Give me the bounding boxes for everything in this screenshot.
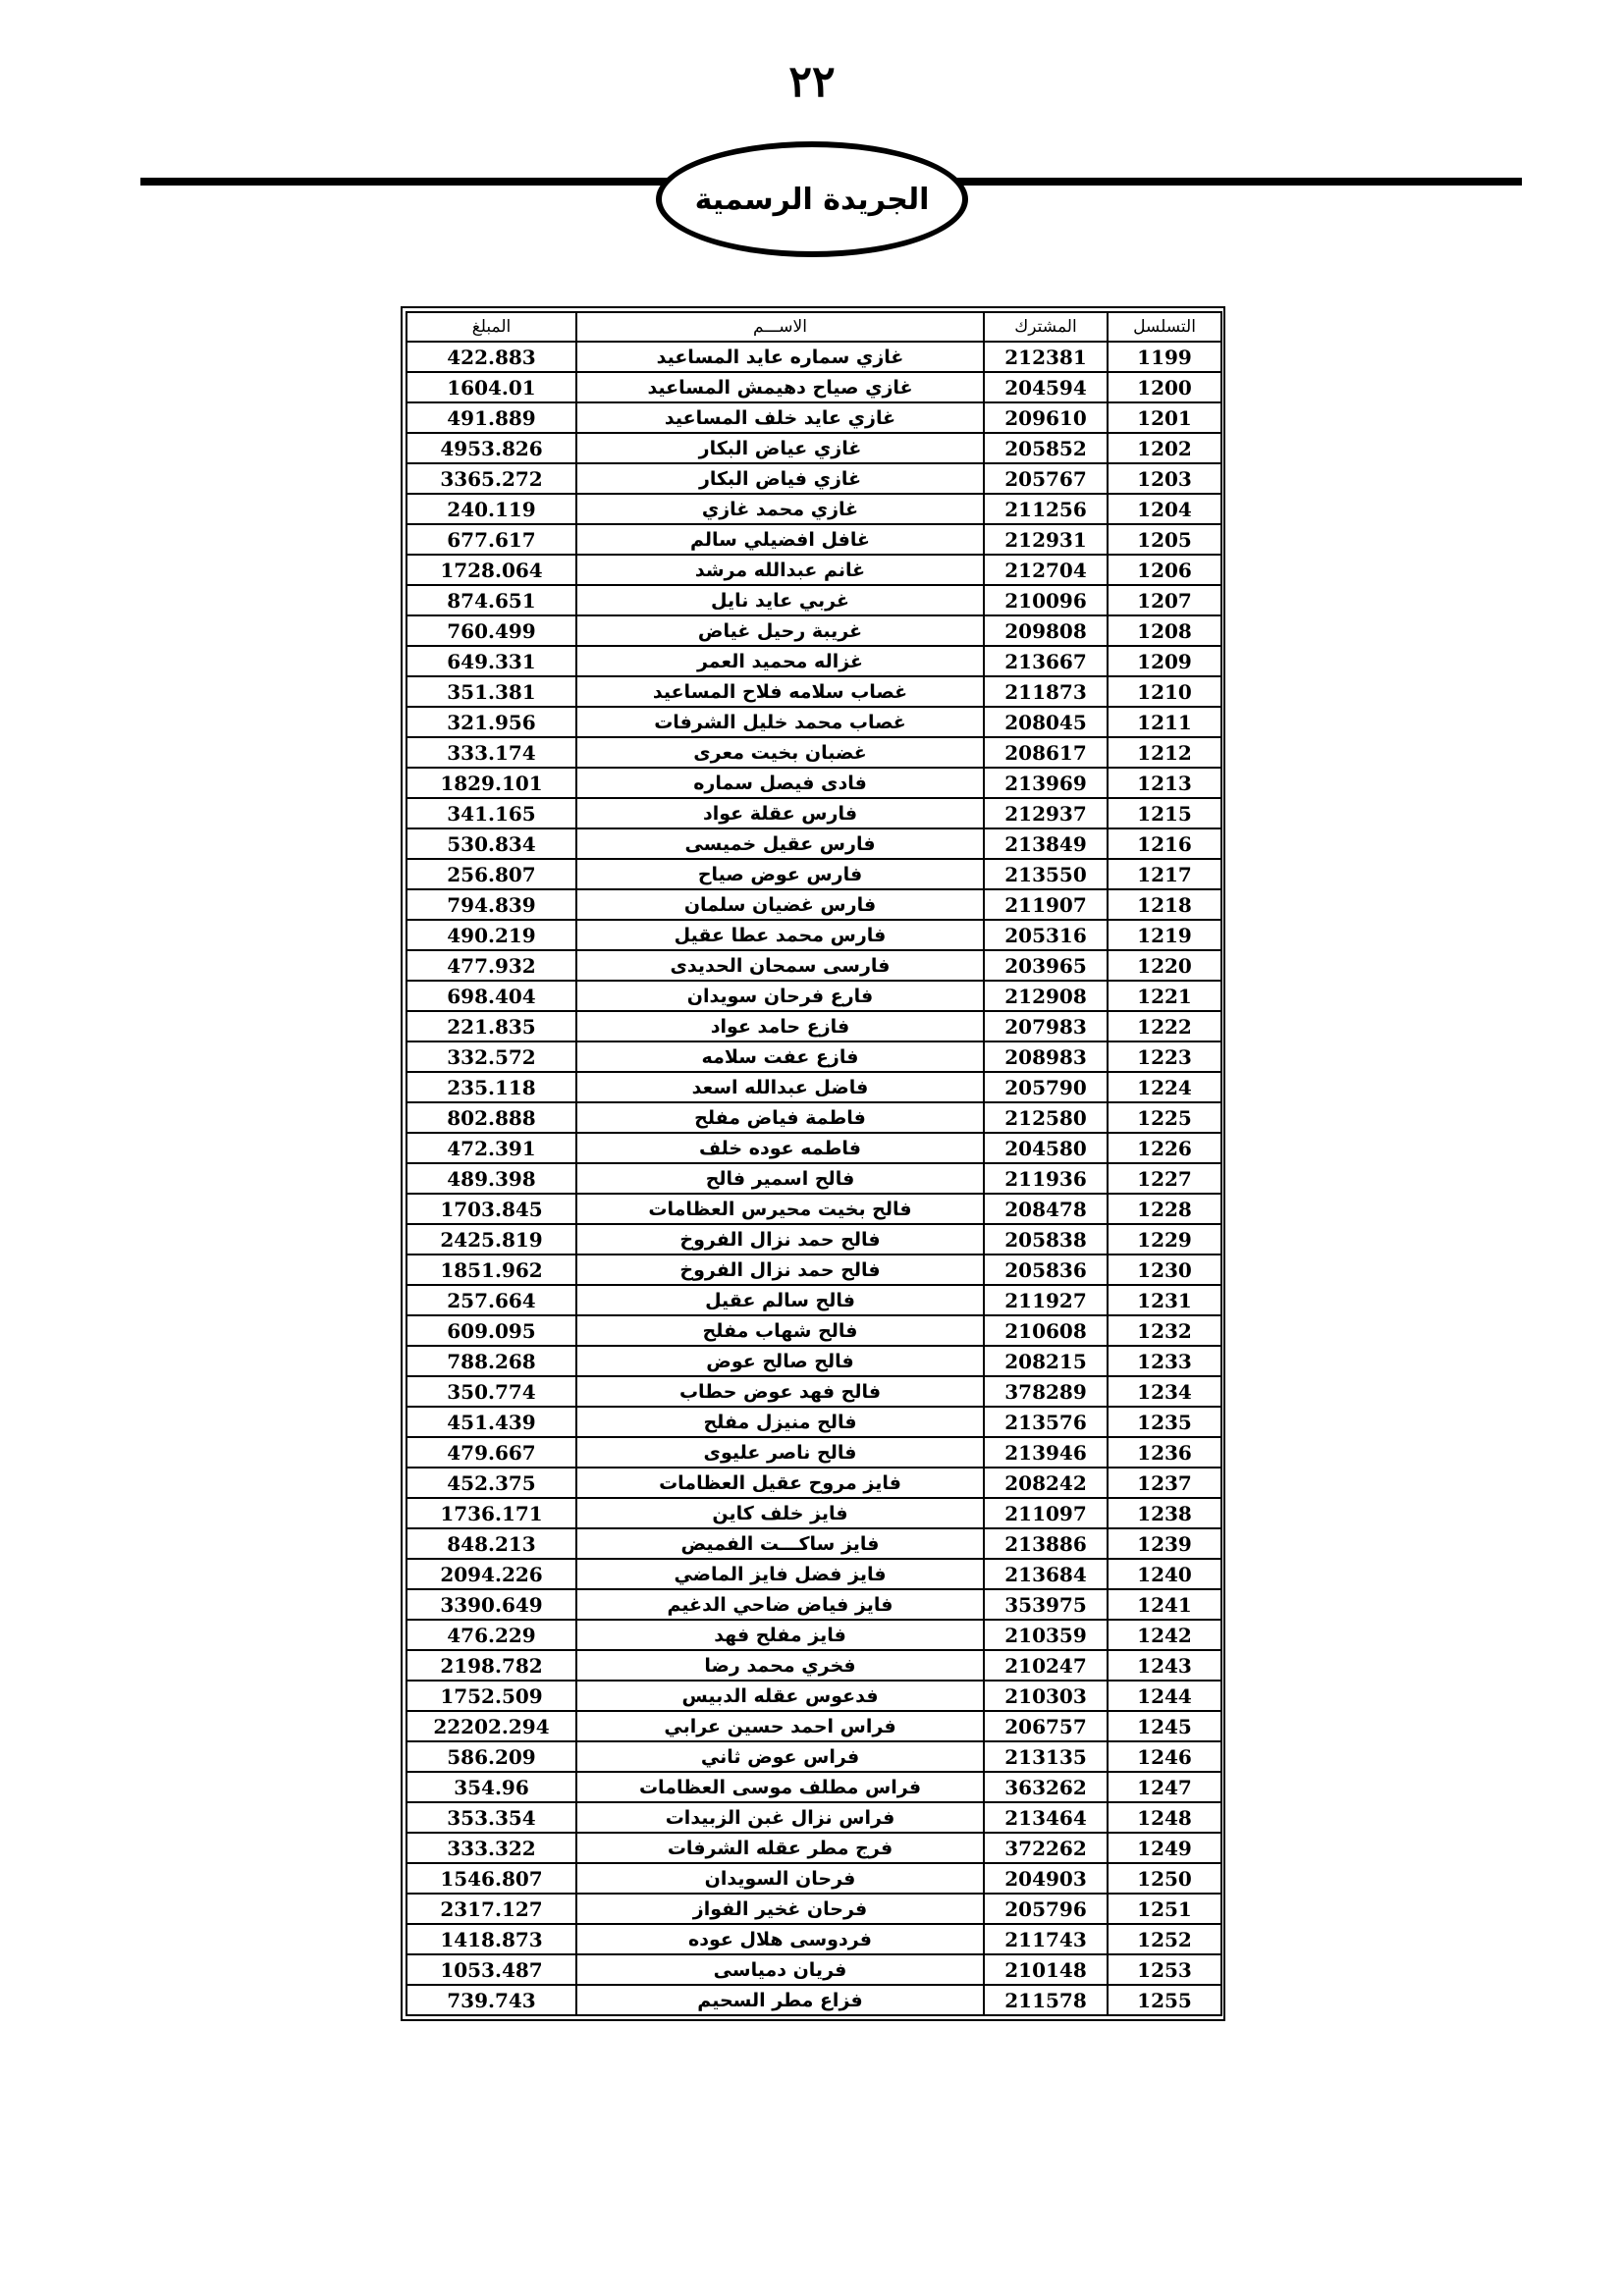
sequence-cell: 1239 [1108, 1528, 1221, 1559]
table-row [406, 1437, 1221, 1468]
journal-title: الجريدة الرسمية [694, 182, 930, 217]
name-cell: فارس محمد عطا عقيل [576, 920, 984, 950]
sequence-cell: 1238 [1108, 1498, 1221, 1528]
subscriber-cell: 210608 [984, 1315, 1108, 1346]
subscriber-cell: 207983 [984, 1011, 1108, 1041]
subscriber-cell: 213849 [984, 828, 1108, 859]
subscriber-cell: 208617 [984, 737, 1108, 768]
table-row [406, 1559, 1221, 1589]
table-header-row [406, 312, 1221, 342]
name-cell: غضبان بخيت معرى [576, 737, 984, 768]
subscriber-cell: 353975 [984, 1589, 1108, 1620]
amount-cell: 1851.962 [406, 1255, 576, 1285]
subscriber-cell: 213969 [984, 768, 1108, 798]
name-cell: غازي فياض البكار [576, 463, 984, 494]
name-cell: فالح فهد عوض حطاب [576, 1376, 984, 1407]
name-cell: فزاع مطر السحيم [576, 1985, 984, 2015]
amount-cell: 351.381 [406, 676, 576, 707]
sequence-cell: 1215 [1108, 798, 1221, 828]
amount-cell: 476.229 [406, 1620, 576, 1650]
name-cell: فايز خلف كاين [576, 1498, 984, 1528]
sequence-cell: 1206 [1108, 555, 1221, 585]
sequence-cell: 1247 [1108, 1772, 1221, 1802]
sequence-cell: 1211 [1108, 707, 1221, 737]
subscriber-cell: 211743 [984, 1924, 1108, 1954]
table-row [406, 372, 1221, 402]
table-row [406, 798, 1221, 828]
table-row [406, 859, 1221, 889]
amount-cell: 874.651 [406, 585, 576, 615]
amount-cell: 1703.845 [406, 1194, 576, 1224]
amount-cell: 221.835 [406, 1011, 576, 1041]
sequence-cell: 1229 [1108, 1224, 1221, 1255]
name-cell: فارس عقلة عواد [576, 798, 984, 828]
name-cell: فاضل عبدالله اسعد [576, 1072, 984, 1102]
subscriber-cell: 205767 [984, 463, 1108, 494]
sequence-cell: 1204 [1108, 494, 1221, 524]
amount-cell: 479.667 [406, 1437, 576, 1468]
column-header-amount: المبلغ [406, 312, 576, 342]
subscriber-cell: 204903 [984, 1863, 1108, 1894]
table-row [406, 1194, 1221, 1224]
amount-cell: 1546.807 [406, 1863, 576, 1894]
subscriber-cell: 213464 [984, 1802, 1108, 1833]
table-row [406, 1315, 1221, 1346]
sequence-cell: 1203 [1108, 463, 1221, 494]
subscriber-cell: 212381 [984, 342, 1108, 372]
sequence-cell: 1245 [1108, 1711, 1221, 1741]
table-row [406, 889, 1221, 920]
amount-cell: 1728.064 [406, 555, 576, 585]
sequence-cell: 1251 [1108, 1894, 1221, 1924]
amount-cell: 256.807 [406, 859, 576, 889]
sequence-cell: 1253 [1108, 1954, 1221, 1985]
name-cell: فالح ناصر عليوى [576, 1437, 984, 1468]
subscriber-cell: 211936 [984, 1163, 1108, 1194]
amount-cell: 609.095 [406, 1315, 576, 1346]
sequence-cell: 1230 [1108, 1255, 1221, 1285]
amount-cell: 1604.01 [406, 372, 576, 402]
subscriber-cell: 205790 [984, 1072, 1108, 1102]
table-row [406, 1072, 1221, 1102]
name-cell: فرحان السويدان [576, 1863, 984, 1894]
table-row [406, 1985, 1221, 2015]
table-row [406, 1863, 1221, 1894]
sequence-cell: 1216 [1108, 828, 1221, 859]
table-row [406, 1924, 1221, 1954]
page-number: ٢٢ [788, 57, 836, 107]
sequence-cell: 1223 [1108, 1041, 1221, 1072]
subscriber-cell: 212908 [984, 981, 1108, 1011]
subscriber-cell: 204594 [984, 372, 1108, 402]
sequence-cell: 1201 [1108, 402, 1221, 433]
subscriber-cell: 205836 [984, 1255, 1108, 1285]
subscriber-cell: 211097 [984, 1498, 1108, 1528]
sequence-cell: 1235 [1108, 1407, 1221, 1437]
name-cell: غربي عايد نايل [576, 585, 984, 615]
table-row [406, 1407, 1221, 1437]
subscriber-cell: 208045 [984, 707, 1108, 737]
table-row [406, 1711, 1221, 1741]
amount-cell: 472.391 [406, 1133, 576, 1163]
subscriber-cell: 213550 [984, 859, 1108, 889]
name-cell: غافل افضيلي سالم [576, 524, 984, 555]
sequence-cell: 1243 [1108, 1650, 1221, 1681]
table-row [406, 585, 1221, 615]
table-row [406, 676, 1221, 707]
table-row [406, 737, 1221, 768]
table-row [406, 1285, 1221, 1315]
table-row [406, 1498, 1221, 1528]
amount-cell: 333.174 [406, 737, 576, 768]
name-cell: فاطمه عوده خلف [576, 1133, 984, 1163]
subscriber-cell: 213886 [984, 1528, 1108, 1559]
amount-cell: 739.743 [406, 1985, 576, 2015]
subscriber-cell: 211578 [984, 1985, 1108, 2015]
subscriber-cell: 211256 [984, 494, 1108, 524]
table-row [406, 1620, 1221, 1650]
column-header-subscriber: المشترك [984, 312, 1108, 342]
amount-cell: 341.165 [406, 798, 576, 828]
amount-cell: 321.956 [406, 707, 576, 737]
name-cell: فردوسى هلال عوده [576, 1924, 984, 1954]
table-row [406, 494, 1221, 524]
sequence-cell: 1212 [1108, 737, 1221, 768]
subscriber-cell: 213576 [984, 1407, 1108, 1437]
subscriber-cell: 205852 [984, 433, 1108, 463]
sequence-cell: 1255 [1108, 1985, 1221, 2015]
name-cell: غازي صياح دهيمش المساعيد [576, 372, 984, 402]
sequence-cell: 1217 [1108, 859, 1221, 889]
name-cell: غريبة رحيل غياض [576, 615, 984, 646]
name-cell: فازع عفت سلامه [576, 1041, 984, 1072]
subscriber-cell: 208215 [984, 1346, 1108, 1376]
column-header-sequence: التسلسل [1108, 312, 1221, 342]
subscriber-cell: 212704 [984, 555, 1108, 585]
amount-cell: 698.404 [406, 981, 576, 1011]
name-cell: فايز ساكـــت الفميض [576, 1528, 984, 1559]
table-row [406, 1346, 1221, 1376]
registry-table [406, 311, 1222, 2016]
sequence-cell: 1221 [1108, 981, 1221, 1011]
subscriber-cell: 210148 [984, 1954, 1108, 1985]
subscriber-cell: 209610 [984, 402, 1108, 433]
table-row [406, 463, 1221, 494]
table-row [406, 1224, 1221, 1255]
amount-cell: 452.375 [406, 1468, 576, 1498]
sequence-cell: 1219 [1108, 920, 1221, 950]
name-cell: فالح شهاب مفلح [576, 1315, 984, 1346]
sequence-cell: 1244 [1108, 1681, 1221, 1711]
name-cell: غانم عبدالله مرشد [576, 555, 984, 585]
subscriber-cell: 212937 [984, 798, 1108, 828]
sequence-cell: 1232 [1108, 1315, 1221, 1346]
amount-cell: 788.268 [406, 1346, 576, 1376]
amount-cell: 2094.226 [406, 1559, 576, 1589]
table-row [406, 920, 1221, 950]
name-cell: فالح حمد نزال الفروخ [576, 1224, 984, 1255]
subscriber-cell: 205838 [984, 1224, 1108, 1255]
table-row [406, 1741, 1221, 1772]
sequence-cell: 1240 [1108, 1559, 1221, 1589]
sequence-cell: 1208 [1108, 615, 1221, 646]
name-cell: فارع فرحان سويدان [576, 981, 984, 1011]
sequence-cell: 1227 [1108, 1163, 1221, 1194]
sequence-cell: 1202 [1108, 433, 1221, 463]
sequence-cell: 1233 [1108, 1346, 1221, 1376]
subscriber-cell: 204580 [984, 1133, 1108, 1163]
subscriber-cell: 209808 [984, 615, 1108, 646]
amount-cell: 235.118 [406, 1072, 576, 1102]
name-cell: غازي محمد غازي [576, 494, 984, 524]
journal-title-oval [656, 141, 968, 257]
name-cell: فالح صالح عوض [576, 1346, 984, 1376]
table-row [406, 1772, 1221, 1802]
table-row [406, 1589, 1221, 1620]
sequence-cell: 1210 [1108, 676, 1221, 707]
subscriber-cell: 213667 [984, 646, 1108, 676]
subscriber-cell: 205796 [984, 1894, 1108, 1924]
amount-cell: 257.664 [406, 1285, 576, 1315]
amount-cell: 677.617 [406, 524, 576, 555]
sequence-cell: 1199 [1108, 342, 1221, 372]
table-row [406, 1163, 1221, 1194]
amount-cell: 1752.509 [406, 1681, 576, 1711]
amount-cell: 1418.873 [406, 1924, 576, 1954]
sequence-cell: 1200 [1108, 372, 1221, 402]
name-cell: فالح منيزل مفلح [576, 1407, 984, 1437]
amount-cell: 422.883 [406, 342, 576, 372]
name-cell: غصاب سلامه فلاح المساعيد [576, 676, 984, 707]
table-row [406, 768, 1221, 798]
table-row [406, 555, 1221, 585]
name-cell: فراس احمد حسين عرابي [576, 1711, 984, 1741]
table-row [406, 950, 1221, 981]
table-row [406, 433, 1221, 463]
amount-cell: 2425.819 [406, 1224, 576, 1255]
amount-cell: 1829.101 [406, 768, 576, 798]
amount-cell: 649.331 [406, 646, 576, 676]
table-row [406, 1894, 1221, 1924]
subscriber-cell: 210247 [984, 1650, 1108, 1681]
amount-cell: 794.839 [406, 889, 576, 920]
subscriber-cell: 372262 [984, 1833, 1108, 1863]
amount-cell: 332.572 [406, 1041, 576, 1072]
table-row [406, 1133, 1221, 1163]
sequence-cell: 1218 [1108, 889, 1221, 920]
subscriber-cell: 212931 [984, 524, 1108, 555]
name-cell: فادى فيصل سماره [576, 768, 984, 798]
table-row [406, 615, 1221, 646]
amount-cell: 490.219 [406, 920, 576, 950]
amount-cell: 530.834 [406, 828, 576, 859]
subscriber-cell: 205316 [984, 920, 1108, 950]
name-cell: فارسى سمحان الحديدى [576, 950, 984, 981]
sequence-cell: 1234 [1108, 1376, 1221, 1407]
table-row [406, 1954, 1221, 1985]
sequence-cell: 1252 [1108, 1924, 1221, 1954]
name-cell: غزاله محميد العمر [576, 646, 984, 676]
sequence-cell: 1213 [1108, 768, 1221, 798]
subscriber-cell: 211927 [984, 1285, 1108, 1315]
amount-cell: 451.439 [406, 1407, 576, 1437]
amount-cell: 760.499 [406, 615, 576, 646]
sequence-cell: 1249 [1108, 1833, 1221, 1863]
amount-cell: 848.213 [406, 1528, 576, 1559]
subscriber-cell: 211873 [984, 676, 1108, 707]
sequence-cell: 1236 [1108, 1437, 1221, 1468]
subscriber-cell: 208242 [984, 1468, 1108, 1498]
subscriber-cell: 213946 [984, 1437, 1108, 1468]
sequence-cell: 1226 [1108, 1133, 1221, 1163]
table-row [406, 981, 1221, 1011]
name-cell: فايز مروح عقيل العظامات [576, 1468, 984, 1498]
sequence-cell: 1231 [1108, 1285, 1221, 1315]
table-row [406, 342, 1221, 372]
amount-cell: 22202.294 [406, 1711, 576, 1741]
name-cell: فارس غضيان سلمان [576, 889, 984, 920]
table-row [406, 402, 1221, 433]
name-cell: فدعوس عقله الدبيس [576, 1681, 984, 1711]
table-row [406, 524, 1221, 555]
sequence-cell: 1246 [1108, 1741, 1221, 1772]
amount-cell: 1736.171 [406, 1498, 576, 1528]
name-cell: فارس عقيل خميسى [576, 828, 984, 859]
table-row [406, 1650, 1221, 1681]
amount-cell: 240.119 [406, 494, 576, 524]
amount-cell: 802.888 [406, 1102, 576, 1133]
subscriber-cell: 208478 [984, 1194, 1108, 1224]
name-cell: فرج مطر عقله الشرفات [576, 1833, 984, 1863]
subscriber-cell: 210359 [984, 1620, 1108, 1650]
sequence-cell: 1225 [1108, 1102, 1221, 1133]
name-cell: فالح حمد نزال الفروخ [576, 1255, 984, 1285]
table-row [406, 1011, 1221, 1041]
subscriber-cell: 213684 [984, 1559, 1108, 1589]
amount-cell: 3365.272 [406, 463, 576, 494]
amount-cell: 350.774 [406, 1376, 576, 1407]
table-row [406, 1255, 1221, 1285]
sequence-cell: 1220 [1108, 950, 1221, 981]
amount-cell: 2198.782 [406, 1650, 576, 1681]
sequence-cell: 1242 [1108, 1620, 1221, 1650]
name-cell: فايز مفلح فهد [576, 1620, 984, 1650]
table-row [406, 707, 1221, 737]
amount-cell: 354.96 [406, 1772, 576, 1802]
name-cell: فالح اسمير فالح [576, 1163, 984, 1194]
sequence-cell: 1228 [1108, 1194, 1221, 1224]
table-row [406, 1833, 1221, 1863]
table-row [406, 1681, 1221, 1711]
sequence-cell: 1248 [1108, 1802, 1221, 1833]
sequence-cell: 1205 [1108, 524, 1221, 555]
name-cell: فايز فياض ضاحي الدغيم [576, 1589, 984, 1620]
sequence-cell: 1207 [1108, 585, 1221, 615]
subscriber-cell: 210303 [984, 1681, 1108, 1711]
name-cell: فاطمة فياض مفلح [576, 1102, 984, 1133]
sequence-cell: 1241 [1108, 1589, 1221, 1620]
table-row [406, 1102, 1221, 1133]
amount-cell: 1053.487 [406, 1954, 576, 1985]
name-cell: فخري محمد رضا [576, 1650, 984, 1681]
table-row [406, 1041, 1221, 1072]
table-row [406, 1528, 1221, 1559]
name-cell: فراس عوض ثاني [576, 1741, 984, 1772]
amount-cell: 586.209 [406, 1741, 576, 1772]
table-row [406, 646, 1221, 676]
amount-cell: 3390.649 [406, 1589, 576, 1620]
name-cell: فراس نزال غبن الزبيدات [576, 1802, 984, 1833]
amount-cell: 489.398 [406, 1163, 576, 1194]
amount-cell: 491.889 [406, 402, 576, 433]
name-cell: فازع حامد عواد [576, 1011, 984, 1041]
amount-cell: 477.932 [406, 950, 576, 981]
amount-cell: 2317.127 [406, 1894, 576, 1924]
name-cell: فراس مطلف موسى العظامات [576, 1772, 984, 1802]
sequence-cell: 1209 [1108, 646, 1221, 676]
name-cell: فرحان غخير الفواز [576, 1894, 984, 1924]
name-cell: غازي سماره عايد المساعيد [576, 342, 984, 372]
subscriber-cell: 378289 [984, 1376, 1108, 1407]
subscriber-cell: 203965 [984, 950, 1108, 981]
amount-cell: 333.322 [406, 1833, 576, 1863]
name-cell: فايز فضل فايز الماضي [576, 1559, 984, 1589]
registry-table-frame [401, 306, 1225, 2021]
name-cell: غازي عياض البكار [576, 433, 984, 463]
amount-cell: 4953.826 [406, 433, 576, 463]
table-row [406, 1468, 1221, 1498]
table-row [406, 1802, 1221, 1833]
sequence-cell: 1224 [1108, 1072, 1221, 1102]
subscriber-cell: 210096 [984, 585, 1108, 615]
table-body [406, 342, 1221, 2015]
name-cell: غصاب محمد خليل الشرفات [576, 707, 984, 737]
name-cell: فالح بخيت محيرس العظامات [576, 1194, 984, 1224]
sequence-cell: 1237 [1108, 1468, 1221, 1498]
subscriber-cell: 208983 [984, 1041, 1108, 1072]
column-header-name: الاســـم [576, 312, 984, 342]
sequence-cell: 1250 [1108, 1863, 1221, 1894]
name-cell: غازي عايد خلف المساعيد [576, 402, 984, 433]
subscriber-cell: 206757 [984, 1711, 1108, 1741]
name-cell: فالح سالم عقيل [576, 1285, 984, 1315]
table-row [406, 1376, 1221, 1407]
name-cell: فارس عوض صياح [576, 859, 984, 889]
sequence-cell: 1222 [1108, 1011, 1221, 1041]
subscriber-cell: 363262 [984, 1772, 1108, 1802]
subscriber-cell: 213135 [984, 1741, 1108, 1772]
name-cell: فريان دمياسى [576, 1954, 984, 1985]
subscriber-cell: 212580 [984, 1102, 1108, 1133]
subscriber-cell: 211907 [984, 889, 1108, 920]
table-row [406, 828, 1221, 859]
amount-cell: 353.354 [406, 1802, 576, 1833]
